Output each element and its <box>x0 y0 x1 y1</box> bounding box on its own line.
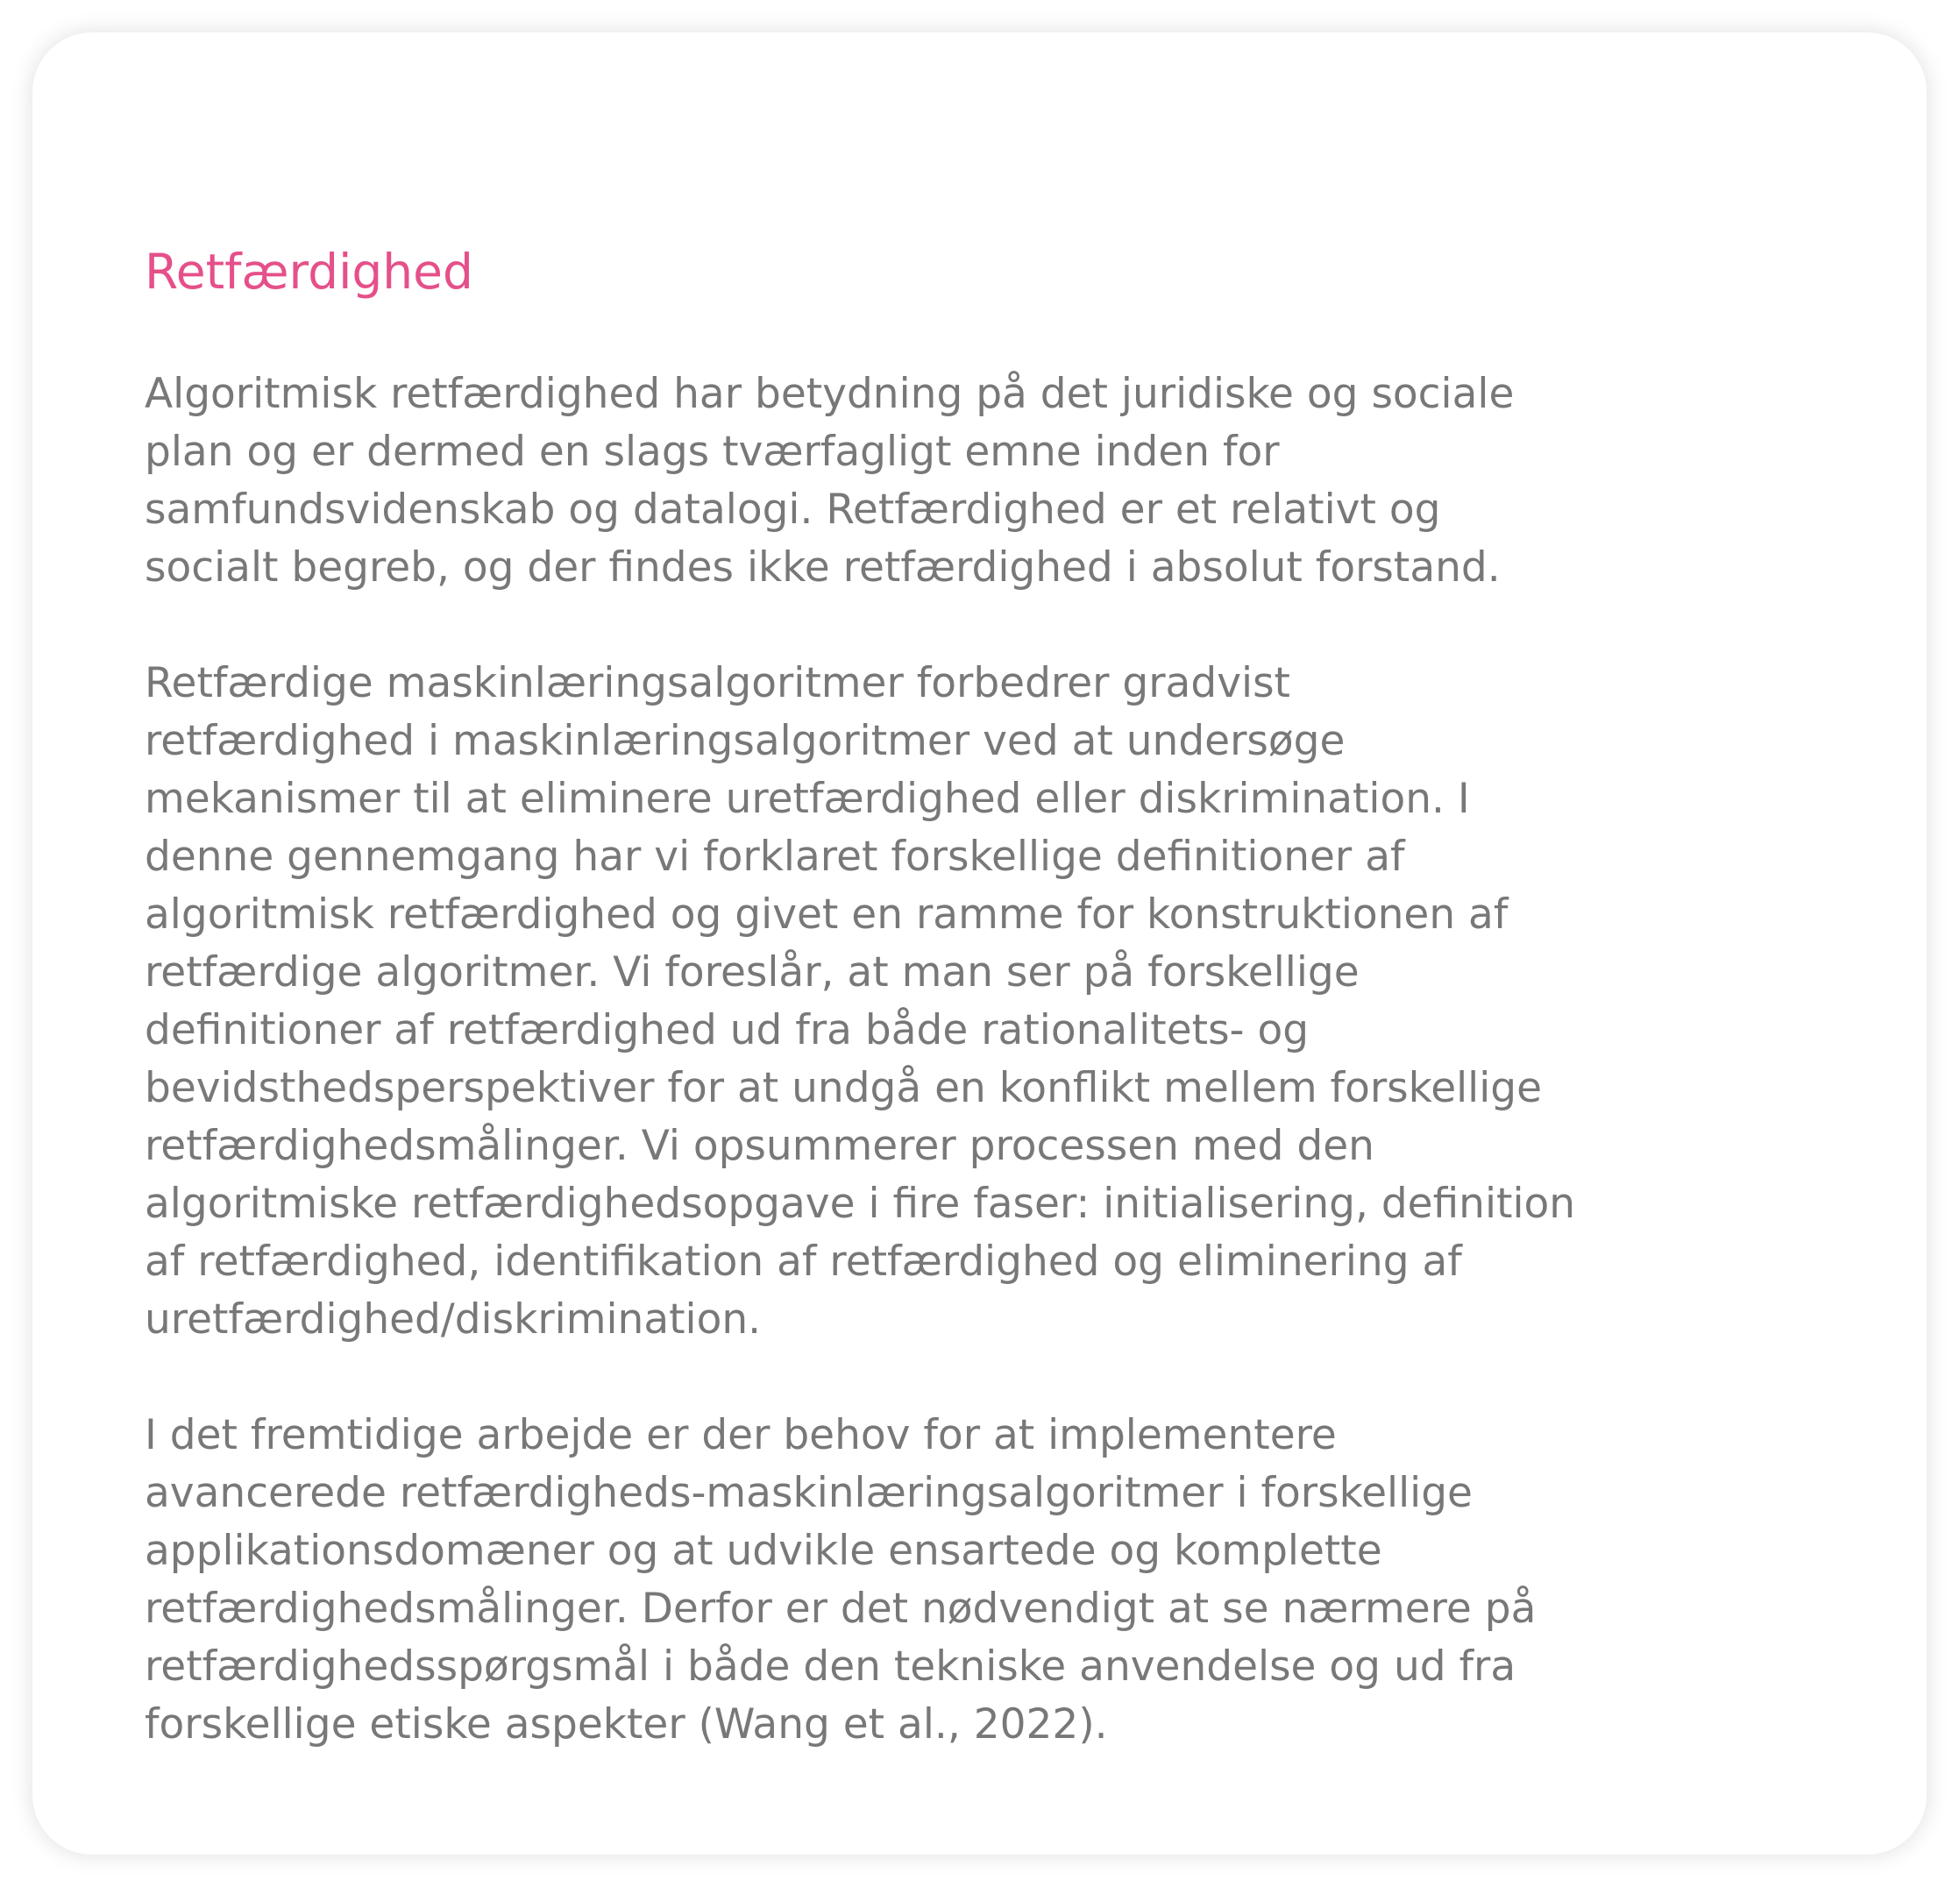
paragraph-1 <box>145 365 1863 597</box>
paragraph-line: Retfærdige maskinlæringsalgoritmer forbedrer gradvist <box>145 659 1290 707</box>
paragraph-3 <box>145 1407 1863 1754</box>
paragraph-line: algoritmiske retfærdighedsopgave i fire faser: initialisering, definition <box>145 1180 1576 1228</box>
paragraph-line: bevidsthedsperspektiver for at undgå en konflikt mellem forskellige <box>145 1064 1543 1112</box>
paragraph-line: retfærdighedsspørgsmål i både den tekniske anvendelse og ud fra <box>145 1642 1516 1691</box>
paragraph-line: af retfærdighed, identifikation af retfærdighed og eliminering af <box>145 1238 1462 1286</box>
paragraph-line: retfærdighedsmålinger. Vi opsummerer processen med den <box>145 1122 1374 1170</box>
paragraph-line: Algoritmisk retfærdighed har betydning på det juridiske og sociale <box>145 370 1515 418</box>
info-card <box>32 32 1927 1855</box>
paragraph-line: definitioner af retfærdighed ud fra både rationalitets- og <box>145 1006 1310 1054</box>
paragraph-line: retfærdige algoritmer. Vi foreslår, at man ser på forskellige <box>145 948 1360 997</box>
paragraph-line: retfærdighedsmålinger. Derfor er det nødvendigt at se nærmere på <box>145 1585 1537 1633</box>
paragraph-line: forskellige etiske aspekter (Wang et al., 2022). <box>145 1700 1108 1749</box>
paragraph-line: avancerede retfærdigheds-maskinlæringsalgoritmer i forskellige <box>145 1469 1473 1517</box>
paragraph-line: uretfærdighed/diskrimination. <box>145 1295 762 1344</box>
paragraph-line: denne gennemgang har vi forklaret forskellige definitioner af <box>145 833 1405 881</box>
paragraph-line: algoritmisk retfærdighed og givet en ramme for konstruktionen af <box>145 890 1509 939</box>
paragraph-2 <box>145 655 1863 1349</box>
card-title: Retfærdighed <box>145 244 473 300</box>
paragraph-line: retfærdighed i maskinlæringsalgoritmer ved at undersøge <box>145 717 1346 765</box>
paragraph-line: applikationsdomæner og at udvikle ensartede og komplette <box>145 1527 1382 1575</box>
paragraph-line: socialt begreb, og der findes ikke retfærdighed i absolut forstand. <box>145 543 1501 592</box>
paragraph-line: plan og er dermed en slags tværfagligt emne inden for <box>145 428 1280 476</box>
paragraph-line: samfundsvidenskab og datalogi. Retfærdighed er et relativt og <box>145 486 1441 534</box>
card-content <box>145 237 1863 1754</box>
paragraph-line: mekanismer til at eliminere uretfærdighed eller diskrimination. I <box>145 775 1470 823</box>
paragraph-line: I det fremtidige arbejde er der behov for at implementere <box>145 1411 1337 1459</box>
